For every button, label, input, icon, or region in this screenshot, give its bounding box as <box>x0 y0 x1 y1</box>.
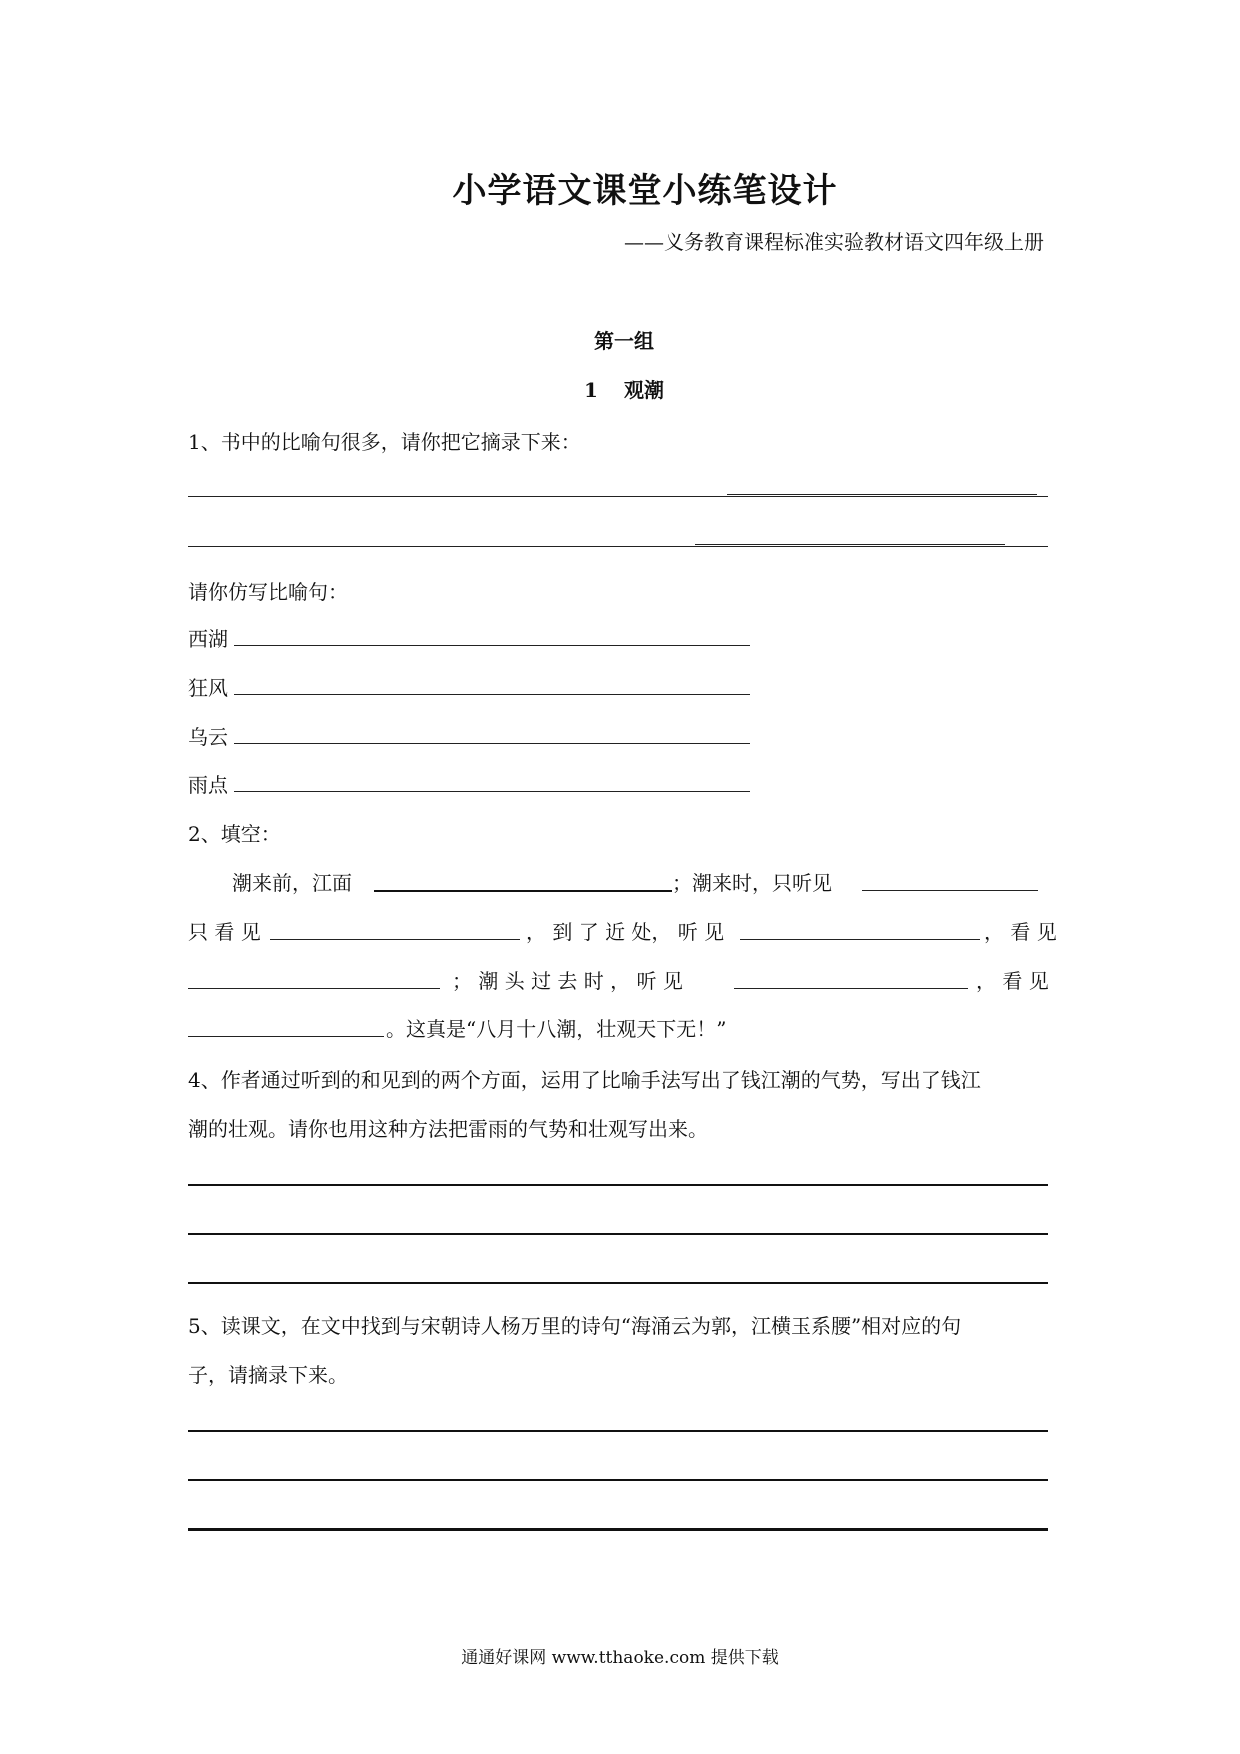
simile-item-label: 乌云 <box>188 725 228 749</box>
question-4-line-2: 潮的壮观。请你也用这种方法把雷雨的气势和壮观写出来。 <box>188 1117 708 1141</box>
writing-line[interactable] <box>188 1430 1048 1432</box>
fill-text: ， 到 了 近 处， 听 见 <box>526 920 725 944</box>
answer-line-overlay <box>727 494 1037 495</box>
simile-answer-line[interactable] <box>234 694 750 695</box>
fill-text: ， 看 见 <box>984 920 1057 944</box>
answer-line[interactable] <box>188 546 1048 547</box>
lesson-heading <box>0 374 1240 403</box>
fill-blank[interactable] <box>270 939 520 940</box>
fill-text: ， 看 见 <box>976 969 1049 993</box>
writing-line[interactable] <box>188 1282 1048 1284</box>
fill-blank[interactable] <box>188 988 440 989</box>
writing-line[interactable] <box>188 1184 1048 1186</box>
question-2-prompt: 2、填空： <box>188 822 281 846</box>
group-heading: 第一组 <box>594 329 654 353</box>
imitate-prompt: 请你仿写比喻句： <box>188 580 348 604</box>
fill-text: 潮来前，江面 <box>232 871 352 895</box>
simile-answer-line[interactable] <box>234 645 750 646</box>
answer-line-overlay <box>695 544 1005 545</box>
fill-blank[interactable] <box>374 890 672 892</box>
fill-blank[interactable] <box>188 1036 384 1037</box>
lesson-number: 1 <box>584 378 598 402</box>
fill-blank[interactable] <box>862 890 1038 891</box>
page-title: 小学语文课堂小练笔设计 <box>452 171 838 211</box>
simile-item-label: 雨点 <box>188 773 228 797</box>
question-4-line-1: 4、作者通过听到的和见到的两个方面，运用了比喻手法写出了钱江潮的气势，写出了钱江 <box>188 1068 981 1092</box>
simile-item-label: 西湖 <box>188 627 228 651</box>
lesson-title: 观潮 <box>623 378 664 402</box>
fill-text: ； 潮 头 过 去 时 ， 听 见 <box>452 969 683 993</box>
simile-item-label: 狂风 <box>188 676 228 700</box>
answer-line[interactable] <box>188 496 1048 497</box>
writing-line[interactable] <box>188 1528 1048 1531</box>
fill-text: ；潮来时，只听见 <box>672 871 832 895</box>
question-5-line-1: 5、读课文，在文中找到与宋朝诗人杨万里的诗句“海涌云为郭，江横玉系腰”相对应的句 <box>188 1314 962 1338</box>
fill-text: 。这真是“八月十八潮，壮观天下无！” <box>386 1017 727 1041</box>
simile-answer-line[interactable] <box>234 743 750 744</box>
writing-line[interactable] <box>188 1233 1048 1235</box>
fill-blank[interactable] <box>740 939 980 940</box>
page-footer: 通通好课网 www.tthaoke.com 提供下载 <box>461 1648 779 1668</box>
simile-answer-line[interactable] <box>234 791 750 792</box>
page-subtitle: ——义务教育课程标准实验教材语文四年级上册 <box>624 230 1044 254</box>
writing-line[interactable] <box>188 1479 1048 1481</box>
fill-blank[interactable] <box>734 988 968 989</box>
fill-text: 只 看 见 <box>188 920 261 944</box>
question-5-line-2: 子，请摘录下来。 <box>188 1363 348 1387</box>
question-1-prompt: 1、书中的比喻句很多，请你把它摘录下来： <box>188 430 581 454</box>
